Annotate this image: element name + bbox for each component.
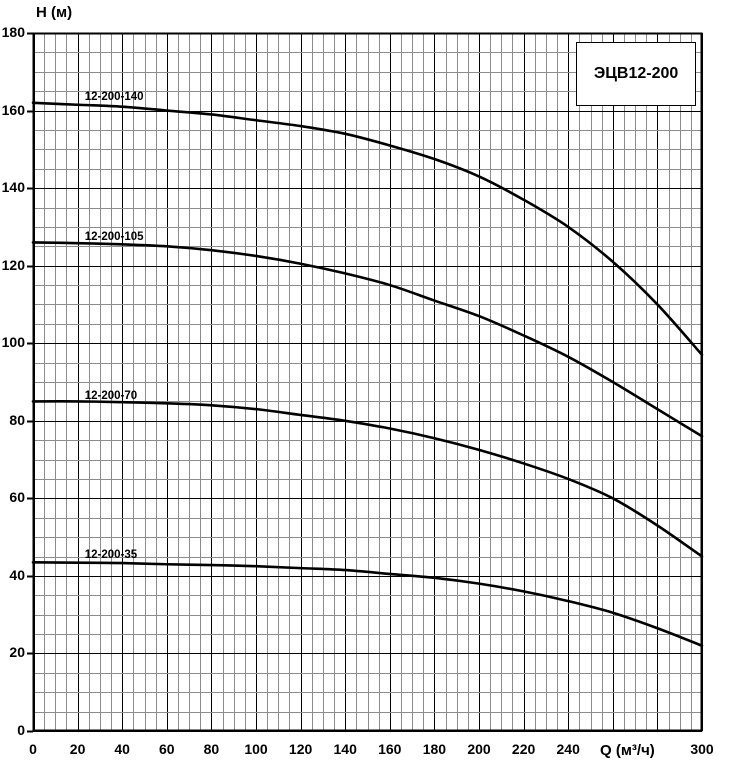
x-tick-label: 220	[511, 741, 536, 757]
series-label-12-200-70: 12-200-70	[84, 389, 138, 402]
x-tick-label: 300	[690, 741, 714, 757]
y-tick-label: 120	[1, 256, 25, 273]
series-label-12-200-140: 12-200-140	[84, 90, 144, 103]
y-tick-label: 0	[17, 722, 25, 738]
x-tick-label: 40	[114, 741, 130, 757]
legend-box	[576, 42, 696, 106]
y-axis-title: H (м)	[36, 4, 73, 21]
x-tick-label: 180	[422, 741, 447, 757]
series-label-12-200-105: 12-200-105	[84, 230, 144, 243]
y-tick-label: 140	[1, 179, 25, 196]
series-label-12-200-35: 12-200-35	[84, 548, 138, 561]
x-tick-label: 0	[29, 741, 37, 757]
y-tick-label: 40	[9, 566, 25, 583]
y-tick-label: 20	[9, 644, 25, 661]
x-axis-title: Q (м³/ч)	[600, 742, 655, 759]
x-tick-label: 140	[333, 741, 357, 757]
x-tick-label: 240	[556, 741, 580, 757]
y-tick-label: 80	[9, 411, 25, 428]
y-tick-label: 60	[9, 489, 25, 506]
y-tick-label: 160	[1, 101, 25, 118]
y-tick-label: 100	[1, 334, 25, 351]
x-tick-label: 160	[378, 741, 402, 757]
x-tick-label: 20	[69, 741, 86, 757]
x-tick-label: 80	[203, 741, 220, 757]
x-tick-label: 100	[244, 741, 268, 757]
y-tick-label: 180	[1, 24, 25, 40]
x-tick-label: 200	[467, 741, 491, 757]
legend-title: ЭЦВ12-200	[593, 64, 679, 82]
x-tick-label: 120	[288, 741, 313, 757]
x-tick-label: 60	[159, 741, 175, 757]
